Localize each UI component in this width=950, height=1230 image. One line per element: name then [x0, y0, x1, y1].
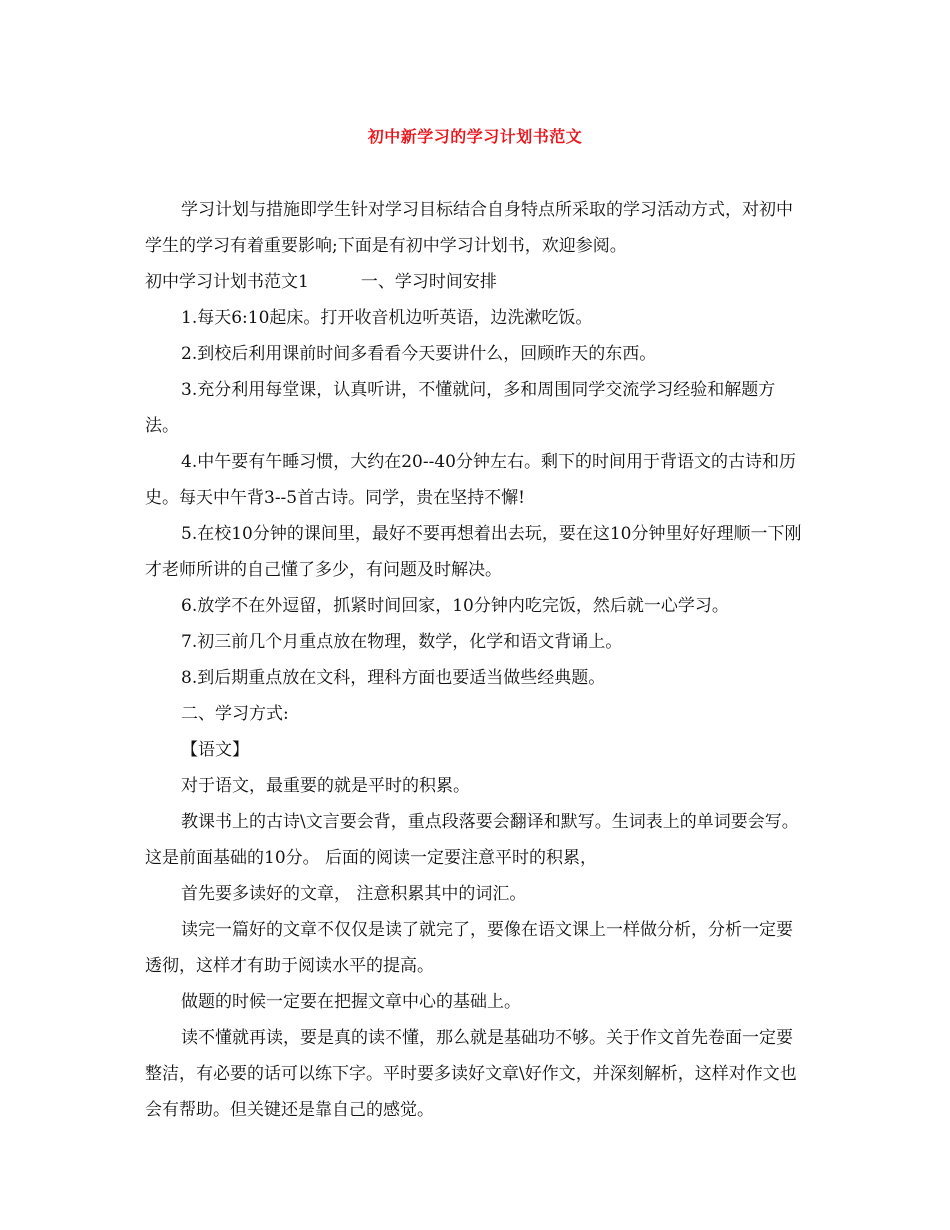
- paragraph: 对于语文，最重要的就是平时的积累。: [181, 776, 470, 796]
- document-body: [145, 192, 805, 1128]
- paragraph: 首先要多读好的文章， 注意积累其中的词汇。: [181, 884, 527, 904]
- subject-heading: 【语文】: [181, 740, 249, 760]
- document-title: 初中新学习的学习计划书范文: [367, 127, 583, 146]
- paragraph: 8.到后期重点放在文科，理科方面也要适当做些经典题。: [181, 668, 606, 688]
- paragraph: 7.初三前几个月重点放在物理，数学，化学和语文背诵上。: [181, 632, 623, 652]
- paragraph: 做题的时候一定要在把握文章中心的基础上。: [181, 992, 521, 1012]
- paragraph: 教课书上的古诗\文言要会背，重点段落要会翻译和默写。生词表上的单词要会写。 这是前面基础的10分。 后面的阅读一定要注意平时的积累，: [145, 812, 799, 868]
- paragraph: [145, 264, 805, 300]
- paragraph: 5.在校10分钟的课间里，最好不要再想着出去玩，要在这10分钟里好好理顺一下刚才老师所讲的自己懂了多少，有问题及时解决。: [145, 524, 802, 580]
- paragraph: 读完一篇好的文章不仅仅是读了就完了，要像在语文课上一样做分析，分析一定要透彻，这样才有助于阅读水平的提高。: [145, 920, 793, 976]
- section-heading: 初中学习计划书范文1: [145, 272, 309, 292]
- paragraph: 读不懂就再读，要是真的读不懂，那么就是基础功不够。关于作文首先卷面一定要整洁，有必要的话可以练下字。平时要多读好文章\好作文，并深刻解析，这样对作文也会有帮助。但关键还是靠自己的感觉。: [145, 1028, 797, 1120]
- paragraph: 4.中午要有午睡习惯，大约在20--40分钟左右。剩下的时间用于背语文的古诗和历史。每天中午背3--5首古诗。同学，贵在坚持不懈!: [145, 452, 796, 508]
- paragraph: 1.每天6:10起床。打开收音机边听英语，边洗漱吃饭。: [181, 308, 593, 328]
- paragraph: 3.充分利用每堂课，认真听讲，不懂就问，多和周围同学交流学习经验和解题方法。: [145, 380, 776, 436]
- section-heading: 二、学习方式:: [181, 704, 289, 724]
- paragraph: 6.放学不在外逗留，抓紧时间回家，10分钟内吃完饭，然后就一心学习。: [181, 596, 729, 616]
- paragraph: 学习计划与措施即学生针对学习目标结合自身特点所采取的学习活动方式，对初中学生的学习有着重要影响;下面是有初中学习计划书，欢迎参阅。: [145, 200, 793, 256]
- paragraph: 2.到校后利用课前时间多看看今天要讲什么，回顾昨天的东西。: [181, 344, 657, 364]
- section-heading: 一、学习时间安排: [360, 272, 497, 292]
